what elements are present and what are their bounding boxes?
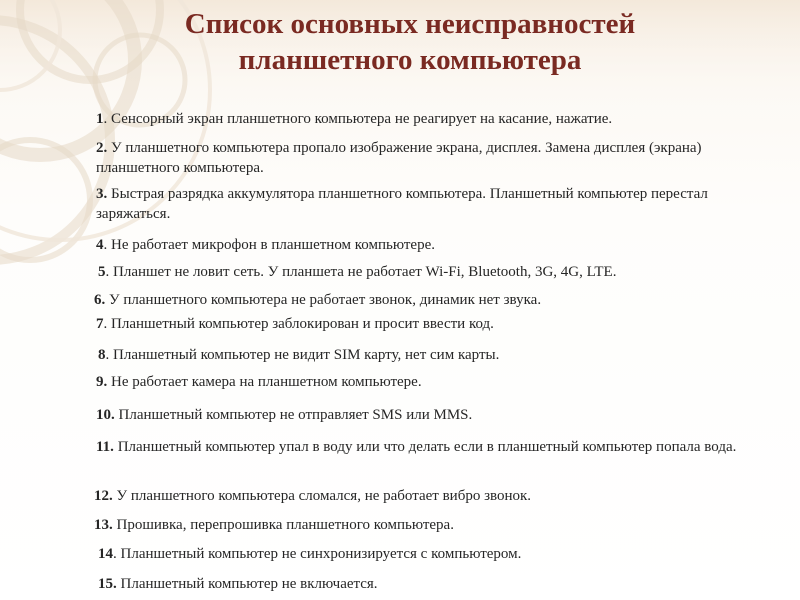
item-text: Планшетный компьютер не включается. xyxy=(116,576,378,592)
item-separator: . xyxy=(103,237,108,253)
item-separator: . xyxy=(103,316,108,332)
item-text: У планшетного компьютера пропало изображение экрана, дисплея. Замена дисплея (экрана) планшетного компьютера. xyxy=(96,140,702,176)
list-item-8 xyxy=(98,345,788,365)
title-line-1: Список основных неисправностей xyxy=(184,8,636,40)
item-number: 15. xyxy=(98,576,117,592)
title-line-2: планшетного компьютера xyxy=(238,44,582,76)
item-number: 8 xyxy=(98,347,106,363)
item-number: 11. xyxy=(96,439,114,455)
item-number: 10. xyxy=(96,407,115,423)
list-item-6 xyxy=(94,290,784,310)
item-text: Планшет не ловит сеть. У планшета не работает Wi-Fi, Bluetooth, 3G, 4G, LTE. xyxy=(109,264,617,280)
list-item-4 xyxy=(96,235,786,255)
item-text: У планшетного компьютера сломался, не работает вибро звонок. xyxy=(112,488,532,504)
item-text: Прошивка, перепрошивка планшетного компьютера. xyxy=(112,517,454,533)
item-number: 2. xyxy=(96,140,108,156)
item-number: 7 xyxy=(96,316,104,332)
item-text: Быстрая разрядка аккумулятора планшетного компьютера. Планшетный компьютер перестал заряжаться. xyxy=(96,186,708,222)
item-text: У планшетного компьютера не работает звонок, динамик нет звука. xyxy=(105,292,542,308)
list-item-10 xyxy=(96,405,786,425)
list-item-13 xyxy=(94,515,784,535)
list-item-11 xyxy=(96,437,756,457)
list-item-3 xyxy=(96,184,756,224)
item-number: 1 xyxy=(96,111,104,127)
item-separator: . xyxy=(105,264,110,280)
item-number: 14 xyxy=(98,546,113,562)
item-number: 5 xyxy=(98,264,106,280)
item-number: 13. xyxy=(94,517,113,533)
item-text: Не работает камера на планшетном компьютере. xyxy=(107,374,422,390)
item-number: 4 xyxy=(96,237,104,253)
list-item-15 xyxy=(98,574,788,594)
item-separator: . xyxy=(113,546,117,562)
item-text: Планшетный компьютер не отправляет SMS или MMS. xyxy=(114,407,473,423)
list-item-14 xyxy=(98,544,788,564)
item-text: Сенсорный экран планшетного компьютера не реагирует на касание, нажатие. xyxy=(107,111,613,127)
item-separator: . xyxy=(105,347,110,363)
item-text: Планшетный компьютер заблокирован и просит ввести код. xyxy=(107,316,494,332)
slide-title xyxy=(110,6,710,78)
item-text: Планшетный компьютер не видит SIM карту, нет сим карты. xyxy=(109,347,500,363)
list-item-2 xyxy=(96,138,776,178)
item-text: Планшетный компьютер не синхронизируется с компьютером. xyxy=(116,546,522,562)
item-number: 9. xyxy=(96,374,108,390)
item-number: 3. xyxy=(96,186,108,202)
list-item-12 xyxy=(94,486,784,506)
list-item-9 xyxy=(96,372,786,392)
item-number: 6. xyxy=(94,292,106,308)
list-item-5 xyxy=(98,262,788,282)
item-text: Планшетный компьютер упал в воду или что делать если в планшетный компьютер попала вода. xyxy=(113,439,737,455)
list-item-7 xyxy=(96,314,786,334)
item-number: 12. xyxy=(94,488,113,504)
item-separator: . xyxy=(103,111,108,127)
item-text: Не работает микрофон в планшетном компьютере. xyxy=(107,237,436,253)
list-item-1 xyxy=(96,109,786,129)
